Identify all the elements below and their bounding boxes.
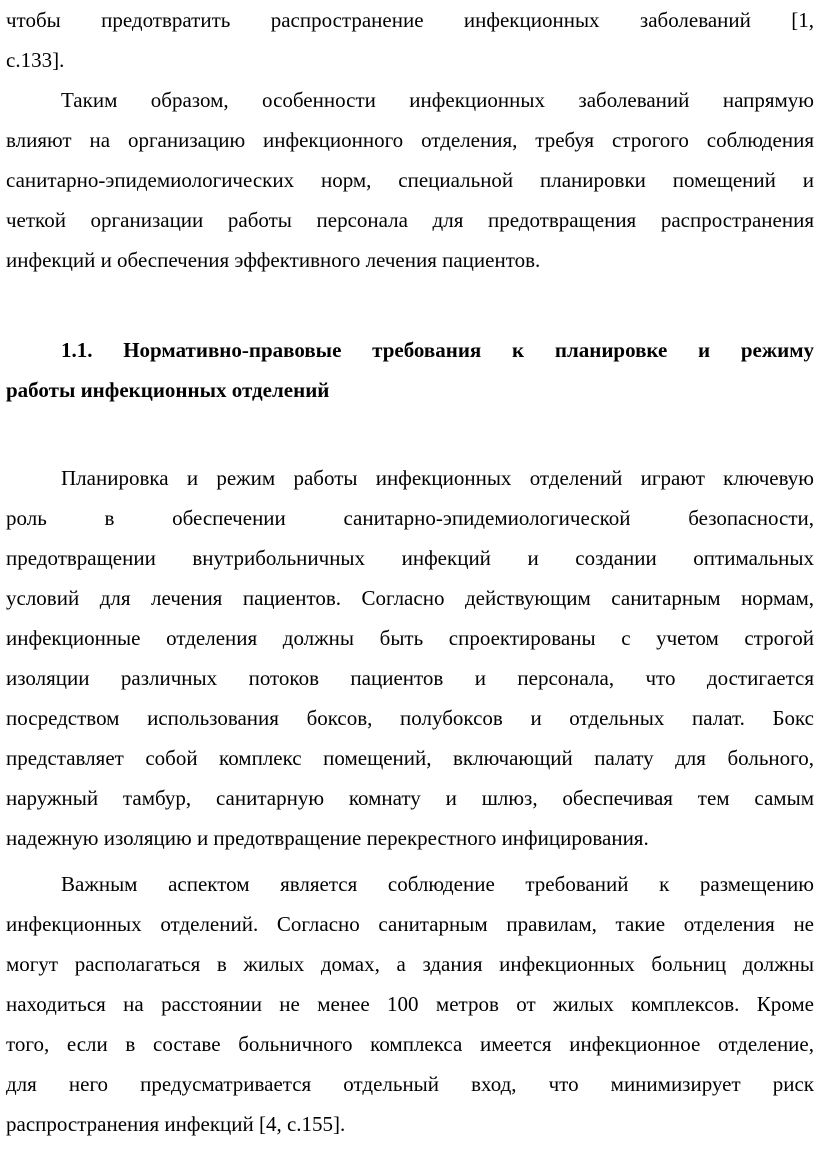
text-line: находиться на расстоянии не менее 100 метров от жилых комплексов. Кроме xyxy=(6,992,814,1016)
text-line: санитарно-эпидемиологических норм, специальной планировки помещений и xyxy=(6,168,814,192)
heading-line: 1.1. Нормативно-правовые требования к планировке и режиму xyxy=(61,338,814,362)
text-line: влияют на организацию инфекционного отделения, требуя строгого соблюдения xyxy=(6,128,814,152)
text-line: посредством использования боксов, полубоксов и отдельных палат. Бокс xyxy=(6,706,814,730)
text-line: наружный тамбур, санитарную комнату и шлюз, обеспечивая тем самым xyxy=(6,786,814,810)
text-line: с.133]. xyxy=(6,48,65,72)
text-line: предотвращении внутрибольничных инфекций и создании оптимальных xyxy=(6,546,814,570)
text-line: для него предусматривается отдельный вход, что минимизирует риск xyxy=(6,1072,814,1096)
text-line: условий для лечения пациентов. Согласно действующим санитарным нормам, xyxy=(6,586,814,610)
text-line: инфекционных отделений. Согласно санитарным правилам, такие отделения не xyxy=(6,912,814,936)
text-line: инфекционные отделения должны быть спроектированы с учетом строгой xyxy=(6,626,814,650)
text-line: чтобы предотвратить распространение инфекционных заболеваний [1, xyxy=(6,8,814,32)
text-line: роль в обеспечении санитарно-эпидемиологической безопасности, xyxy=(6,506,814,530)
heading-line: работы инфекционных отделений xyxy=(6,378,330,402)
text-line: четкой организации работы персонала для предотвращения распространения xyxy=(6,208,814,232)
text-line: инфекций и обеспечения эффективного лечения пациентов. xyxy=(6,248,541,272)
text-line: Планировка и режим работы инфекционных отделений играют ключевую xyxy=(61,466,814,490)
text-line: представляет собой комплекс помещений, включающий палату для больного, xyxy=(6,746,814,770)
text-line: того, если в составе больничного комплекса имеется инфекционное отделение, xyxy=(6,1032,814,1056)
text-line: изоляции различных потоков пациентов и персонала, что достигается xyxy=(6,666,814,690)
text-line: распространения инфекций [4, с.155]. xyxy=(6,1112,346,1136)
text-line: могут располагаться в жилых домах, а здания инфекционных больниц должны xyxy=(6,952,814,976)
text-line: Важным аспектом является соблюдение требований к размещению xyxy=(61,872,814,896)
text-line: надежную изоляцию и предотвращение перекрестного инфицирования. xyxy=(6,826,649,850)
text-line: Таким образом, особенности инфекционных заболеваний напрямую xyxy=(61,88,814,112)
